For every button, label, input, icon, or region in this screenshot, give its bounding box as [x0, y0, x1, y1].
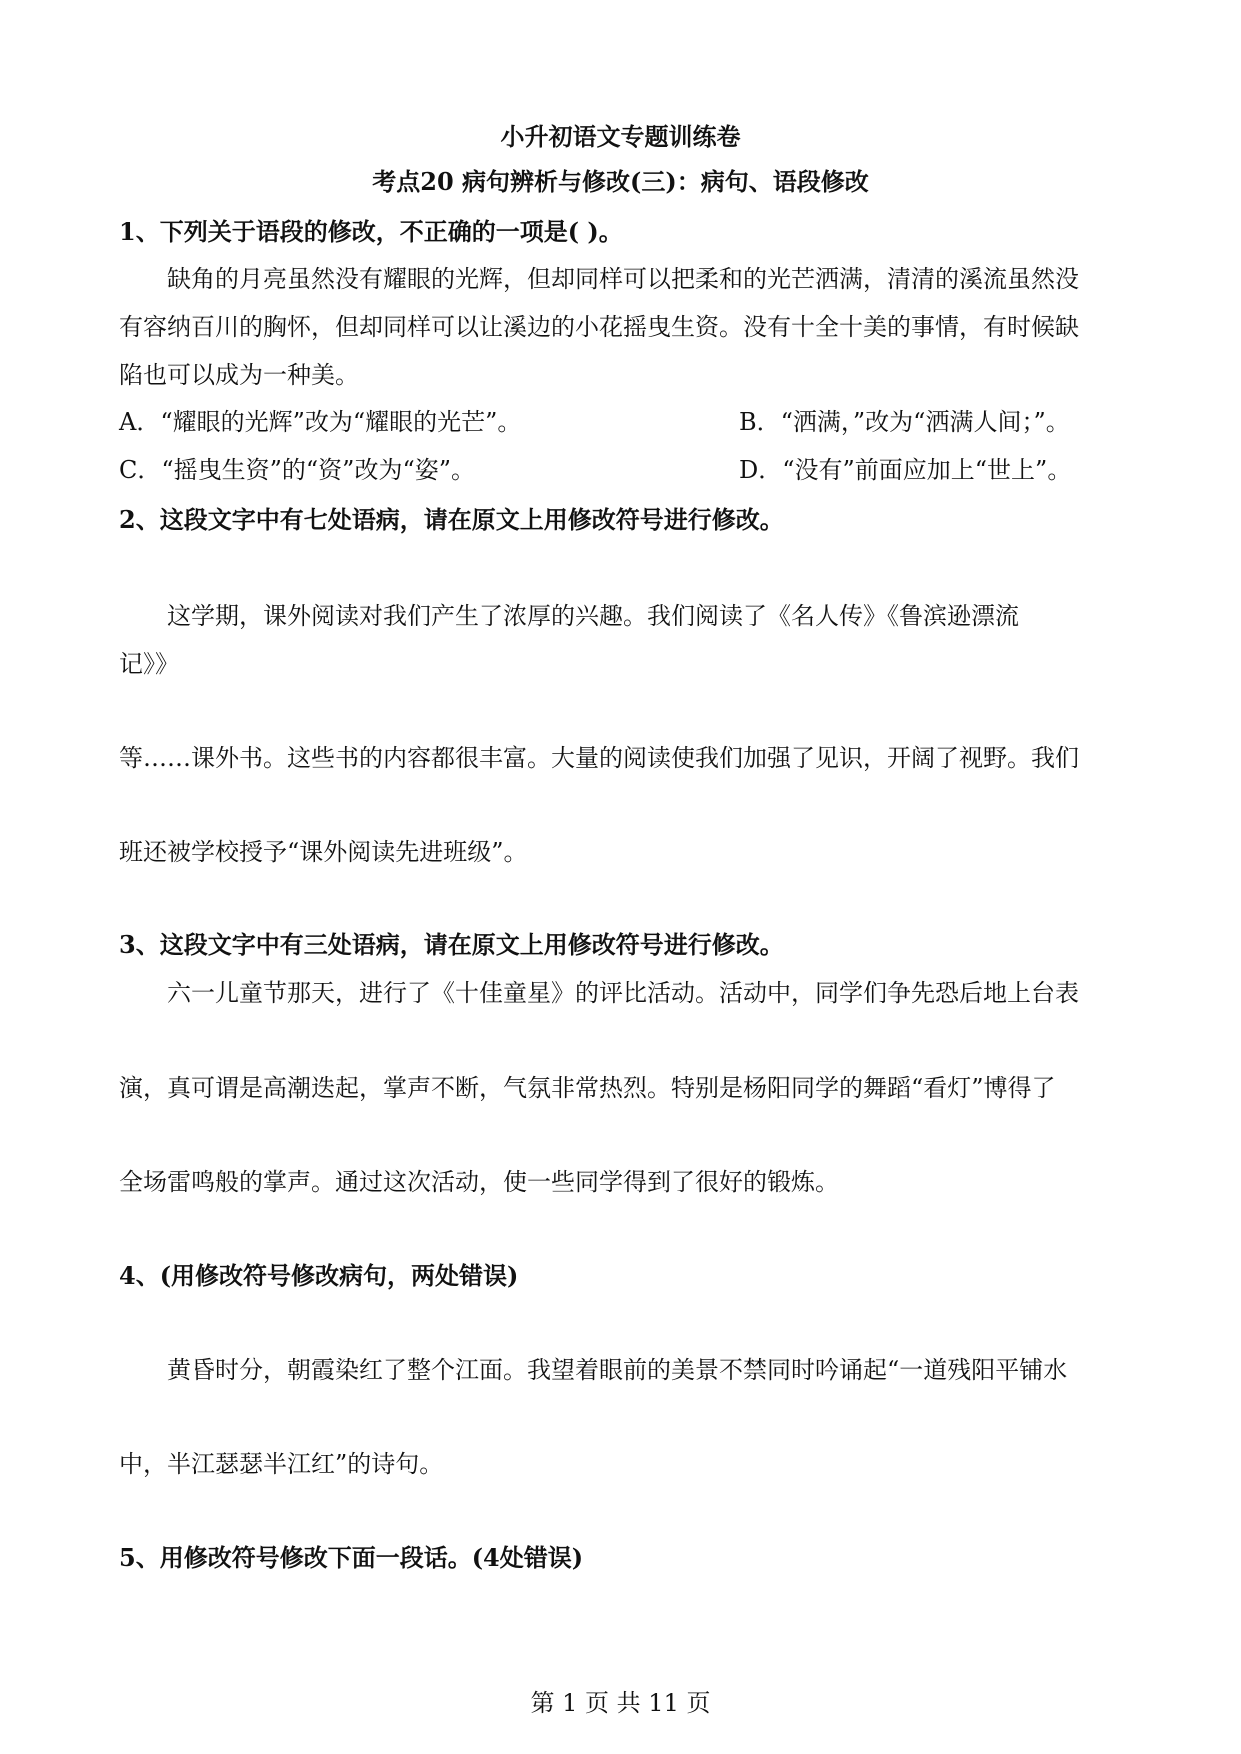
option-d: D．“没有”前面应加上“世上”。	[739, 456, 1072, 484]
question-2-stem: 2、这段文字中有七处语病，请在原文上用修改符号进行修改。	[119, 505, 784, 534]
question-4-stem: 4、(用修改符号修改病句，两处错误)	[119, 1261, 519, 1290]
question-3-passage-line: 全场雷鸣般的掌声。通过这次活动，使一些同学得到了很好的锻炼。	[119, 1168, 839, 1196]
question-3-passage-line: 演，真可谓是高潮迭起，掌声不断，气氛非常热烈。特别是杨阳同学的舞蹈“看灯”博得了	[119, 1074, 1056, 1102]
page-number: 第 1 页 共 11 页	[530, 1689, 711, 1717]
question-3-stem: 3、这段文字中有三处语病，请在原文上用修改符号进行修改。	[119, 930, 784, 959]
page-subtitle: 考点20 病句辨析与修改(三)：病句、语段修改	[372, 167, 869, 196]
question-3-passage-line: 六一儿童节那天，进行了《十佳童星》的评比活动。活动中，同学们争先恐后地上台表	[167, 979, 1079, 1007]
question-1-passage-line: 有容纳百川的胸怀，但却同样可以让溪边的小花摇曳生资。没有十全十美的事情，有时候缺	[119, 313, 1079, 341]
question-1-stem: 1、下列关于语段的修改，不正确的一项是( )。	[119, 217, 623, 246]
question-2-passage-line: 记》》	[119, 650, 179, 678]
question-2-passage-line: 班还被学校授予“课外阅读先进班级”。	[119, 838, 528, 866]
question-4-passage-line: 中，半江瑟瑟半江红”的诗句。	[119, 1450, 444, 1478]
page-title: 小升初语文专题训练卷	[500, 122, 741, 151]
question-4-passage-line: 黄昏时分，朝霞染红了整个江面。我望着眼前的美景不禁同时吟诵起“一道残阳平铺水	[167, 1356, 1068, 1384]
question-2-passage-line: 等……课外书。这些书的内容都很丰富。大量的阅读使我们加强了见识，开阔了视野。我们	[119, 744, 1079, 772]
option-a: A．“耀眼的光辉”改为“耀眼的光芒”。	[119, 408, 522, 436]
question-1-options-row-2	[119, 454, 1122, 486]
question-1-options-row-1	[119, 406, 1122, 438]
option-b: B．“洒满，”改为“洒满人间；”。	[739, 408, 1070, 436]
question-2-passage-line: 这学期，课外阅读对我们产生了浓厚的兴趣。我们阅读了《名人传》《鲁滨逊漂流	[167, 602, 1019, 630]
question-5-stem: 5、用修改符号修改下面一段话。(4处错误)	[119, 1543, 584, 1572]
option-c: C．“摇曳生资”的“资”改为“姿”。	[119, 456, 475, 484]
question-1-passage-line: 缺角的月亮虽然没有耀眼的光辉，但却同样可以把柔和的光芒洒满，清清的溪流虽然没	[167, 265, 1079, 293]
question-1-passage-line: 陷也可以成为一种美。	[119, 361, 359, 389]
